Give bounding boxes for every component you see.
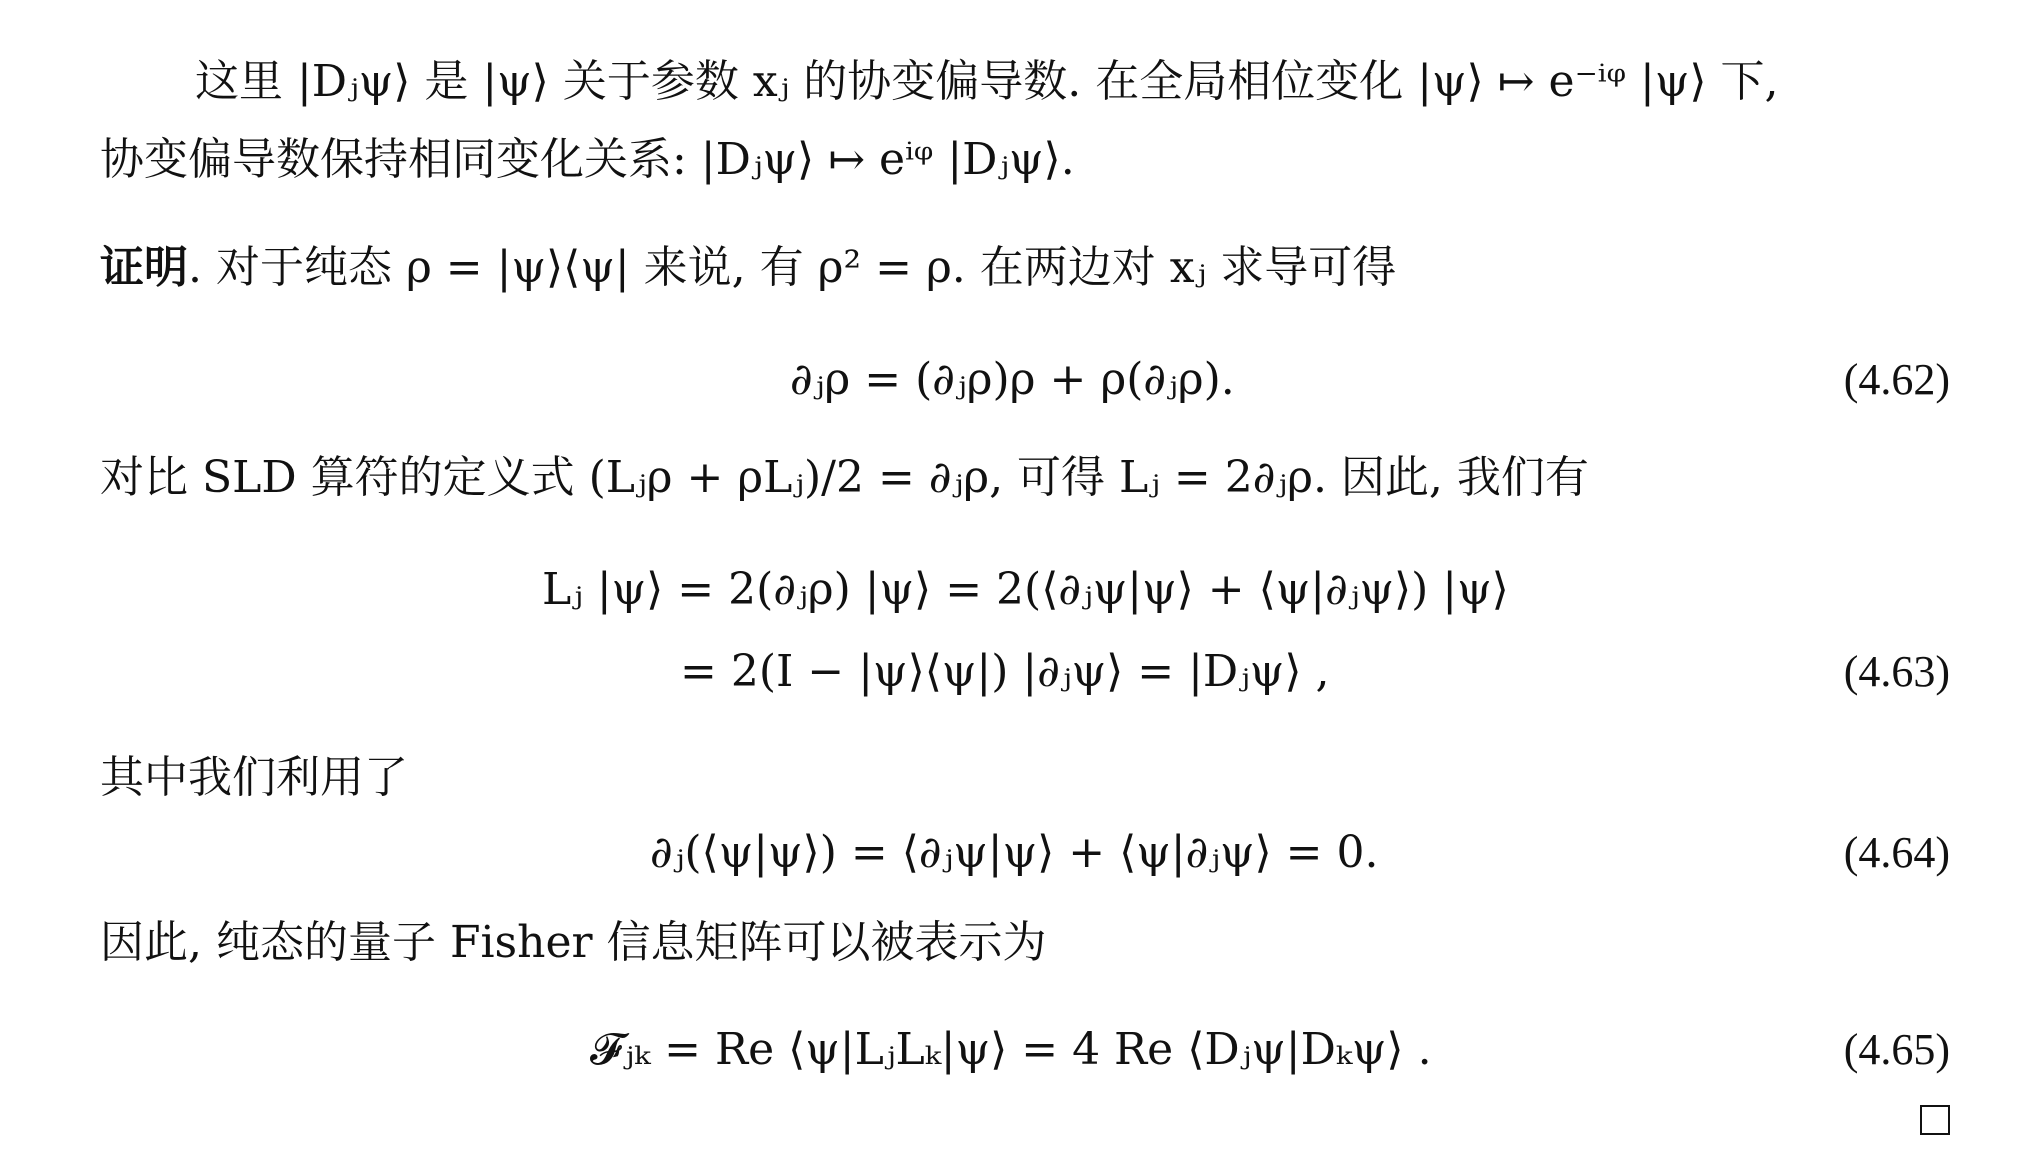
equation-number-4-64: (4.64) (1843, 828, 1950, 877)
proof-intro (100, 238, 1396, 298)
equation-number-4-63: (4.63) (1843, 647, 1950, 696)
equation-4-63-line-1: Lⱼ |ψ⟩ = 2(∂ⱼρ) |ψ⟩ = 2(⟨∂ⱼψ|ψ⟩ + ⟨ψ|∂ⱼψ⟩) |ψ⟩ (542, 564, 1509, 615)
qed-square-icon (1920, 1105, 1950, 1135)
equation-4-65: 𝓕ⱼₖ = Re ⟨ψ|LⱼLₖ|ψ⟩ = 4 Re ⟨Dⱼψ|Dₖψ⟩ . (590, 1024, 1432, 1075)
proof-therefore-text: 因此, 纯态的量子 Fisher 信息矩阵可以被表示为 (100, 917, 1047, 968)
equation-4-64: ∂ⱼ(⟨ψ|ψ⟩) = ⟨∂ⱼψ|ψ⟩ + ⟨ψ|∂ⱼψ⟩ = 0. (650, 827, 1379, 878)
equation-4-62: ∂ⱼρ = (∂ⱼρ)ρ + ρ(∂ⱼρ). (790, 354, 1235, 405)
paragraph-line-1: 这里 |Dⱼψ⟩ 是 |ψ⟩ 关于参数 xⱼ 的协变偏导数. 在全局相位变化 |ψ⟩ ↦ e⁻ⁱᵠ |ψ⟩ 下, (195, 56, 1779, 107)
proof-used-text: 其中我们利用了 (100, 752, 408, 803)
proof-label: 证明 (100, 242, 188, 293)
proof-compare-text: 对比 SLD 算符的定义式 (Lⱼρ + ρLⱼ)/2 = ∂ⱼρ, 可得 Lⱼ = 2∂ⱼρ. 因此, 我们有 (100, 452, 1589, 503)
equation-4-63-line-2: = 2(I − |ψ⟩⟨ψ|) |∂ⱼψ⟩ = |Dⱼψ⟩ , (680, 646, 1330, 697)
paragraph-line-2: 协变偏导数保持相同变化关系: |Dⱼψ⟩ ↦ eⁱᵠ |Dⱼψ⟩. (100, 134, 1075, 185)
equation-number-4-65: (4.65) (1843, 1025, 1950, 1074)
equation-number-4-62: (4.62) (1843, 355, 1950, 404)
proof-intro-text: . 对于纯态 ρ = |ψ⟩⟨ψ| 来说, 有 ρ² = ρ. 在两边对 xⱼ 求导可得 (188, 242, 1397, 293)
